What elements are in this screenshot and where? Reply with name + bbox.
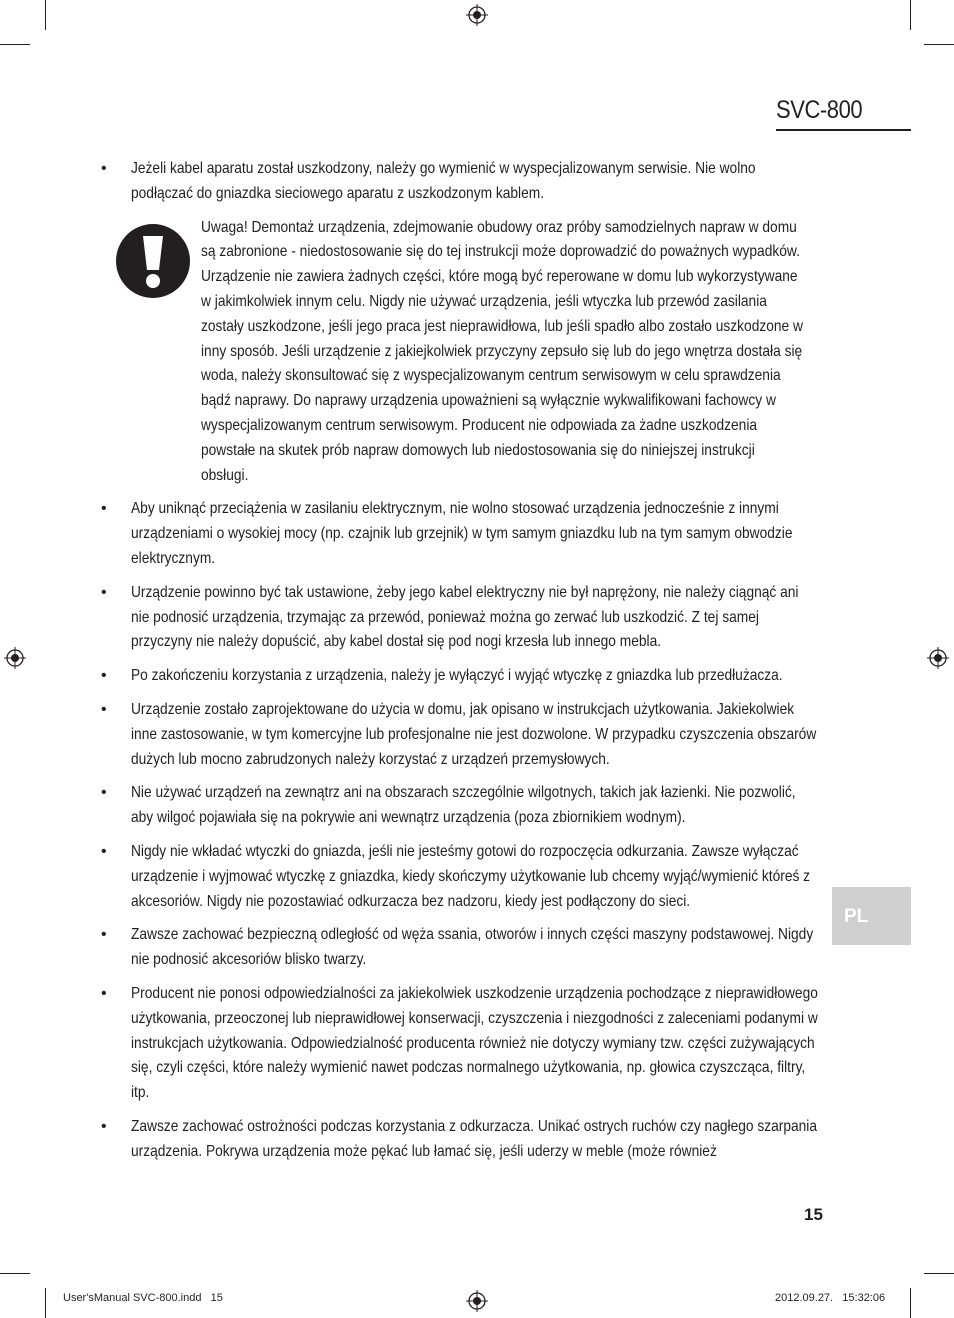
- bullet: •: [101, 700, 107, 718]
- crop-mark-bl-v: [45, 1288, 46, 1318]
- language-tab-label: PL: [844, 906, 869, 927]
- registration-mark-icon: [4, 647, 26, 669]
- crop-mark-tl-v: [45, 0, 46, 30]
- language-tab: [832, 887, 911, 945]
- list-item: [101, 157, 831, 207]
- footer-timestamp: 2012.09.27. 15:32:06: [775, 1292, 886, 1304]
- bullet: •: [101, 842, 107, 860]
- header-rule: [776, 129, 911, 131]
- bullet: •: [101, 926, 107, 944]
- crop-mark-br-v: [910, 1288, 911, 1318]
- list-item: [101, 923, 831, 973]
- list-item-text: Zawsze zachować ostrożności podczas korzystania z odkurzacza. Unikać ostrych ruchów czy nagłego szarpania urządzenia. Pokrywa urządzenia może pękać lub łamać się, jeśli uderzy w meble (może również: [131, 1117, 818, 1160]
- bullet: •: [101, 984, 107, 1002]
- list-item-text: Nigdy nie wkładać wtyczki do gniazda, jeśli nie jesteśmy gotowi do rozpoczęcia odkurzania. Zawsze wyłączać urządzenie i wyjmować wtyczkę z gniazdka, kiedy skończymy użytkowanie lub chcemy wyjąć/wymienić któreś z akcesoriów. Nigdy nie pozostawiać odkurzacza bez nadzoru, kiedy jest podłączony do sieci.: [131, 842, 811, 910]
- list-item-text: Urządzenie powinno być tak ustawione, żeby jego kabel elektryczny nie był naprężony, nie należy ciągnąć ani nie podnosić urządzenia, trzymając za przewód, ponieważ można go zerwać lub uszkodzić. Z tej samej przyczyny nie należy dopuścić, aby kabel dostał się pod nogi krzesła lub innego mebla.: [131, 583, 799, 651]
- bullet: •: [101, 667, 107, 685]
- list-item: [101, 497, 831, 571]
- bullet: •: [101, 500, 107, 518]
- list-item: [101, 982, 831, 1106]
- exclamation-circle-icon: [116, 224, 190, 298]
- crop-mark-tl-h: [0, 44, 30, 45]
- footer-file-info: User'sManual SVC-800.indd 15: [63, 1292, 223, 1304]
- bullet: •: [101, 160, 107, 177]
- registration-mark-icon: [466, 1290, 488, 1312]
- warning-block: [101, 216, 831, 489]
- bullet: •: [101, 583, 107, 601]
- list-item: [101, 840, 831, 914]
- crop-mark-tr-v: [910, 0, 911, 30]
- registration-mark-icon: [927, 647, 949, 669]
- list-item-text: Po zakończeniu korzystania z urządzenia, należy je wyłączyć i wyjąć wtyczkę z gniazdka lub przedłużacza.: [131, 667, 783, 685]
- page-number: 15: [804, 1205, 823, 1224]
- list-item-text: Jeżeli kabel aparatu został uszkodzony, należy go wymienić w wyspecjalizowanym serwisie. Nie wolno podłączać do gniazdka sieciowego aparatu z uszkodzonym kablem.: [131, 160, 756, 202]
- warning-text: Uwaga! Demontaż urządzenia, zdejmowanie obudowy oraz próby samodzielnych napraw w domu są zabronione - niedostosowanie się do tej instrukcji może doprowadzić do poważnych wypadków. Urządzenie nie zawiera żadnych części, które mogą być reperowane w domu lub wykorzystywane w jakimkolwiek innym celu. Nigdy nie używać urządzenia, jeśli wtyczka lub przewód zasilania zostały uszkodzone, jeśli jego praca jest nieprawidłowa, lub jeśli spadło albo zostało uszkodzone w inny sposób. Jeśli urządzenie z jakiejkolwiek przyczyny zepsuło się lub do jego wnętrza dostała się woda, należy skonsultować się z wyspecjalizowanym centrum serwisowym w celu sprawdzenia bądź naprawy. Do naprawy urządzenia upoważnieni są wyłącznie wykwalifikowani fachowcy w wyspecjalizowanym centrum serwisowym. Producent nie odpowiada za żadne uszkodzenia powstałe na skutek prób napraw domowych lub niedostosowania się do niniejszej instrukcji obsługi.: [201, 218, 803, 484]
- list-item: [101, 581, 831, 655]
- crop-mark-br-h: [924, 1273, 954, 1274]
- registration-mark-icon: [466, 4, 488, 26]
- list-item: [101, 664, 831, 689]
- list-item: [101, 1115, 831, 1165]
- list-item-text: Producent nie ponosi odpowiedzialności za jakiekolwiek uszkodzenie urządzenia pochodzące z nieprawidłowego użytkowania, przeoczonej lub nieprawidłowej konserwacji, czyszczenia i niezgodności z zaleceniami podanymi w instrukcjach użytkowania. Odpowiedzialność producenta również nie dotyczy wymiany tzw. części zużywających się, czyli części, które należy wymienić nawet podczas normalnego użytkowania, np. głowica czyszcząca, filtry, itp.: [131, 984, 818, 1102]
- crop-mark-tr-h: [924, 44, 954, 45]
- list-item-text: Nie używać urządzeń na zewnątrz ani na obszarach szczególnie wilgotnych, takich jak łazienki. Nie pozwolić, aby wilgoć pojawiała się na pokrywie ani wewnątrz urządzenia (poza zbiornikiem wodnym).: [131, 784, 796, 827]
- list-item-text: Zawsze zachować bezpieczną odległość od węża ssania, otworów i innych części maszyny podstawowej. Nigdy nie podnosić akcesoriów blisko twarzy.: [131, 926, 814, 969]
- list-item-text: Urządzenie zostało zaprojektowane do użycia w domu, jak opisano w instrukcjach użytkowania. Jakiekolwiek inne zastosowanie, w tym komercyjne lub profesjonalne nie jest dozwolone. W przypadku czyszczenia obszarów dużych lub mocno zabrudzonych należy korzystać z urządzeń przemysłowych.: [131, 700, 817, 768]
- crop-mark-bl-h: [0, 1273, 30, 1274]
- bullet: •: [101, 1117, 107, 1135]
- model-header: SVC-800: [776, 96, 863, 124]
- bullet: •: [101, 784, 107, 802]
- list-item: [101, 781, 831, 831]
- content: [101, 157, 831, 1173]
- list-item: [101, 698, 831, 772]
- list-item-text: Aby uniknąć przeciążenia w zasilaniu elektrycznym, nie wolno stosować urządzenia jednocześnie z innymi urządzeniami o wysokiej mocy (np. czajnik lub grzejnik) w tym samym gniazdku lub na tym samym obwodzie elektrycznym.: [131, 500, 793, 567]
